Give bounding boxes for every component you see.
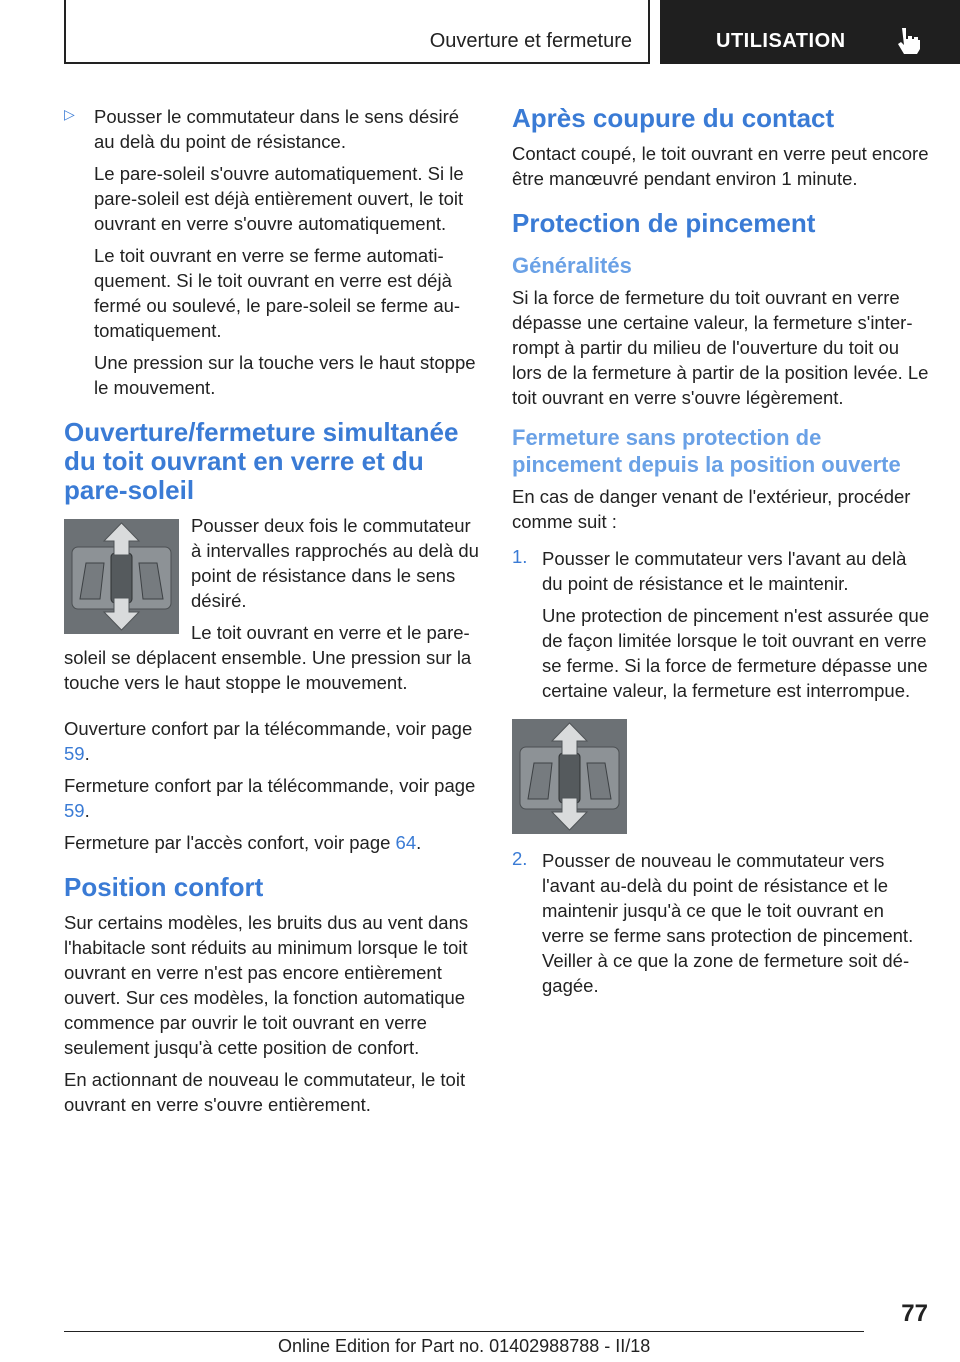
footer-divider — [64, 1331, 864, 1332]
page-link[interactable]: 64 — [395, 832, 417, 853]
comfort-reference-text: Fermeture confort par la télécommande, voir page — [64, 775, 476, 796]
comfort-reference-text: Ouverture confort par la télécommande, voir page — [64, 718, 473, 739]
header-chapter-label: UTILISATION — [716, 30, 846, 52]
comfort-reference: Fermeture par l'accès confort, voir page 64. — [64, 832, 422, 853]
page-number: 77 — [901, 1300, 928, 1327]
left-column — [64, 104, 482, 1124]
heading-simultaneous: Ouverture/fermeture simultanée du toit ouvrant en verre et du pare-soleil — [64, 417, 459, 505]
position-text: Sur certains modèles, les bruits dus au vent dans l'habitacle sont réduits au minimum lorsque le toit ouvrant en verre n'est pas encore entièrement ouvert. Sur ces modèles, la fonction automatique commence par ouvrir le toit ouvrant en verre seulement jusqu'à cette position de confort. — [64, 912, 469, 1058]
switch-photo — [512, 719, 627, 834]
generalites-text: Si la force de fermeture du toit ouvrant en verre dépasse une certaine valeur, la fermeture s'interrompt à partir du milieu de l'ouverture du toit ou lors de la fermeture à partir de la position levée. Le toit ouvrant en verre s'ouvre légèrement. — [512, 287, 929, 408]
comfort-reference: Ouverture confort par la télécommande, voir page 59. — [64, 718, 473, 764]
switch-photo — [64, 519, 179, 634]
switch-illustration — [64, 519, 179, 634]
heading-position-confort: Position confort — [64, 872, 264, 902]
step-text: Pousser le commutateur dans le sens désiré au delà du point de résistance. — [94, 106, 460, 152]
pointing-hand-icon — [896, 26, 922, 54]
right-column — [512, 104, 930, 1005]
heading-generalites: Généralités — [512, 253, 632, 278]
step-triangle-icon: ▷ — [64, 106, 75, 122]
apres-text: Contact coupé, le toit ouvrant en verre peut encore être manœuvré pendant environ 1 minute. — [512, 143, 929, 189]
page-link[interactable]: 59 — [64, 800, 85, 821]
numbered-step — [512, 546, 930, 703]
heading-fermeture-sans-protection: Fermeture sans protection de pincement depuis la position ouverte — [512, 425, 901, 477]
step-number: 1. — [512, 546, 528, 567]
switch-illustration — [512, 719, 627, 834]
step-number: 2. — [512, 848, 528, 869]
simultaneous-text: Pousser deux fois le commutateur à intervalles rapprochés au delà du point de résistance dans le sens désiré. — [191, 515, 479, 611]
step-note: Une protection de pincement n'est assurée que de façon limitée lorsque le toit ouvrant en verre se ferme. Si la force de fermeture dépasse une certaine valeur, la fermeture est interrompue. — [542, 605, 930, 701]
step-result-text: Le toit ouvrant en verre se ferme automatiquement. Si le toit ouvrant en verre est déjà fermé ou soulevé, le pare-soleil se ferme automatiquement. — [94, 245, 461, 341]
instruction-step — [64, 104, 482, 400]
heading-protection: Protection de pincement — [512, 208, 816, 238]
step-result-text: Le pare-soleil s'ouvre automatiquement. Si le pare-soleil est déjà entièrement ouvert, le toit ouvrant en verre s'ouvre automatiquement. — [94, 163, 464, 234]
header-chapter-tab[interactable] — [660, 0, 960, 64]
numbered-step — [512, 848, 930, 998]
header-section-box — [64, 0, 650, 64]
comfort-reference-text: Fermeture par l'accès confort, voir page — [64, 832, 391, 853]
position-text: En actionnant de nouveau le commutateur, le toit ouvrant en verre s'ouvre entièrement. — [64, 1069, 466, 1115]
page-link[interactable]: 59 — [64, 743, 85, 764]
header-section-title: Ouverture et fermeture — [429, 30, 632, 52]
step-text: Pousser de nouveau le commutateur vers l'avant au-delà du point de résistance et le maintenir jusqu'à ce que le toit ouvrant en verre se ferme sans protection de pincement. Veiller à ce que la zone de fermeture soit dégagée. — [542, 850, 914, 996]
step-text: Pousser le commutateur vers l'avant au delà du point de résistance et le maintenir. — [542, 548, 907, 594]
step-result-text: Une pression sur la touche vers le haut stoppe le mouvement. — [94, 352, 476, 398]
comfort-reference: Fermeture confort par la télécommande, voir page 59. — [64, 775, 476, 821]
simultaneous-text: Le toit ouvrant en verre et le pare-soleil se déplacent ensemble. Une pression sur la touche vers le haut stoppe le mouvement. — [64, 622, 472, 693]
footer-edition: Online Edition for Part no. 01402988788 - II/18 — [278, 1336, 651, 1356]
heading-apres-coupure: Après coupure du contact — [512, 103, 835, 133]
fermeture-text: En cas de danger venant de l'extérieur, procéder comme suit : — [512, 486, 911, 532]
